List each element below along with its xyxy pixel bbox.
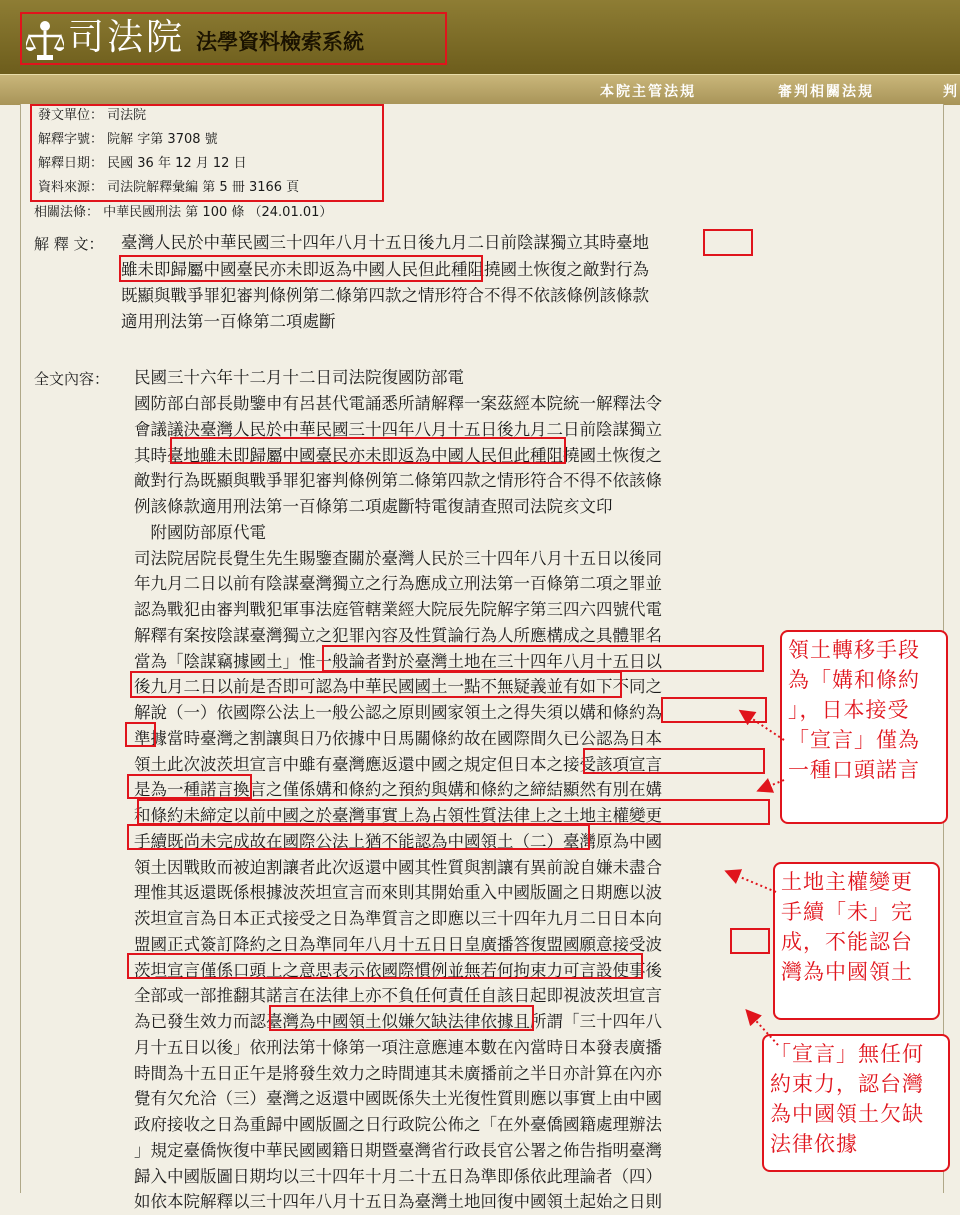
callout-treaty-note xyxy=(780,630,948,824)
meta-issuer-label: 發文單位： xyxy=(38,108,104,123)
nav-item-agency-regulations[interactable]: 本院主管法規 xyxy=(600,84,696,100)
fulltext-line: 覺有欠允洽（三）臺灣之返還中國既係失土光復性質則應以事實上由中國 xyxy=(134,1089,662,1109)
fulltext-line: 理惟其返還既係根據波茨坦宣言而來則其開始重入中國版圖之日期應以波 xyxy=(134,883,662,903)
fulltext-line: 盟國正式簽訂降約之日為準同年八月十五日日皇廣播答復盟國願意接受波 xyxy=(134,934,662,954)
fulltext-line: 會議議決臺灣人民於中華民國三十四年八月十五日後九月二日前陰謀獨立 xyxy=(134,419,662,439)
fulltext-line: 領土因戰敗而被迫割讓者此次返還中國其性質與割讓有異前說自嫌未盡合 xyxy=(134,857,662,877)
meta-issuer xyxy=(38,106,146,126)
interpretation-label: 解 釋 文： xyxy=(34,235,104,253)
meta-date-value: 民國 36 年 12 月 12 日 xyxy=(107,156,247,171)
callout-line: 一種口頭諾言 xyxy=(788,758,920,782)
fulltext-line: 時間為十五日正午是將發生效力之時間連其未廣播前之半日亦計算在內亦 xyxy=(134,1063,662,1083)
callout-line: 成，不能認台 xyxy=(781,930,913,954)
callout-line: 手續「未」完 xyxy=(781,900,913,924)
callout-line: 土地主權變更 xyxy=(781,870,913,894)
meta-date xyxy=(38,154,247,174)
fulltext-line: 手續既尚未完成故在國際公法上猶不能認為中國領土（二）臺灣原為中國 xyxy=(134,831,662,851)
fulltext-line: 附國防部原代電 xyxy=(134,522,266,542)
callout-line: 「宣言」無任何 xyxy=(770,1042,924,1066)
top-nav xyxy=(0,74,960,105)
fulltext-line: 準據當時臺灣之割讓與日乃依據中日馬關條約故在國際間久已公認為日本 xyxy=(134,728,662,748)
meta-number-label: 解釋字號： xyxy=(38,132,104,147)
fulltext-line: 茨坦宣言僅係口頭上之意思表示依國際慣例並無若何拘束力可言設使事後 xyxy=(134,960,662,980)
fulltext-first-line: 民國三十六年十二月十二日司法院復國防部電 xyxy=(134,368,464,387)
fulltext-line: 認為戰犯由審判戰犯軍事法庭管轄業經大院辰先院解字第三四六四號代電 xyxy=(134,600,662,619)
court-name: 司法院 xyxy=(68,17,186,58)
fulltext-line: 如依本院解釋以三十四年八月十五日為臺灣土地回復中國領土起始之日則 xyxy=(134,1192,662,1212)
callout-line: 「宣言」僅為 xyxy=(788,728,920,752)
meta-issuer-value: 司法院 xyxy=(107,108,147,123)
meta-law-label: 相關法條： xyxy=(34,205,100,220)
interpretation-line: 臺灣人民於中華民國三十四年八月十五日後九月二日前陰謀獨立其時臺地 xyxy=(121,233,649,252)
fulltext-line: 和條約未締定以前中國之於臺灣事實上為占領性質法律上之土地主權變更 xyxy=(134,806,662,825)
meta-law xyxy=(34,203,332,223)
fulltext-line: 領土此次波茨坦宣言中雖有臺灣應返還中國之規定但日本之接受該項宣言 xyxy=(134,754,662,774)
meta-source-value: 司法院解釋彙編 第 5 冊 3166 頁 xyxy=(107,180,300,195)
callout-line: 為「媾和條約 xyxy=(788,668,920,692)
meta-date-label: 解釋日期： xyxy=(38,156,104,171)
fulltext-line: 歸入中國版圖日期均以三十四年十月二十五日為準即係依此理論者（四） xyxy=(134,1166,662,1186)
fulltext-line: 其時臺地雖未即歸屬中國臺民亦未即返為中國人民但此種阻撓國土恢復之 xyxy=(134,445,662,465)
nav-item-truncated[interactable]: 判 xyxy=(943,84,959,100)
fulltext-line: 敵對行為既顯與戰爭罪犯審判條例第二條第四款之情形符合不得不依該條 xyxy=(134,471,662,491)
interpretation-line: 適用刑法第一百條第二項處斷 xyxy=(121,312,336,331)
meta-source-label: 資料來源： xyxy=(38,180,104,195)
site-header xyxy=(0,0,960,74)
callout-line: 約束力，認台灣 xyxy=(770,1072,924,1096)
fulltext-line: 」規定臺僑恢復中華民國國籍日期暨臺灣省行政長官公署之佈告指明臺灣 xyxy=(134,1140,662,1160)
fulltext-line: 茨坦宣言為日本正式接受之日為準質言之即應以三十四年九月二日日本向 xyxy=(134,909,662,928)
fulltext-line: 後九月二日以前是否即可認為中華民國國土一點不無疑義並有如下不同之 xyxy=(134,677,662,697)
fulltext-line: 國防部白部長勛鑒申有呂甚代電誦悉所請解釋一案茲經本院統一解釋法令 xyxy=(134,394,662,413)
system-name: 法學資料檢索系統 xyxy=(196,30,364,54)
site-logo[interactable] xyxy=(20,12,447,65)
fulltext-line: 月十五日以後」依刑法第十條第一項注意應連本數在內當時日本發表廣播 xyxy=(134,1037,662,1057)
fulltext-line: 例該條款適用刑法第一百條第二項處斷特電復請查照司法院亥文印 xyxy=(134,497,613,516)
fulltext-line: 司法院居院長覺生先生賜鑒查關於臺灣人民於三十四年八月十五日以後同 xyxy=(134,548,662,568)
fulltext-line: 政府接收之日為重歸中國版圖之日行政院公佈之「在外臺僑國籍處理辦法 xyxy=(134,1115,662,1134)
fulltext-line: 年九月二日以前有陰謀臺灣獨立之行為應成立刑法第一百條第二項之罪並 xyxy=(134,574,662,594)
scales-of-justice-icon xyxy=(26,18,64,62)
fulltext-line: 解說（一）依國際公法上一般公認之原則國家領土之得失須以媾和條約為 xyxy=(134,703,662,722)
callout-line: 領土轉移手段 xyxy=(788,638,920,662)
callout-line: 灣為中國領土 xyxy=(781,960,913,984)
fulltext-line: 當為「陰謀竊據國土」惟一般論者對於臺灣土地在三十四年八月十五日以 xyxy=(134,651,662,671)
callout-declaration-note xyxy=(762,1034,950,1172)
fulltext-line: 全部或一部推翻其諾言在法律上亦不負任何責任自該日起即視波茨坦宣言 xyxy=(134,986,662,1006)
interpretation-line: 既顯與戰爭罪犯審判條例第二條第四款之情形符合不得不依該條例該條款 xyxy=(121,286,649,305)
callout-line: 法律依據 xyxy=(770,1132,858,1156)
callout-sovereignty-note xyxy=(773,862,940,1020)
fulltext-line: 為已發生效力而認臺灣為中國領土似嫌欠缺法律依據且所謂「三十四年八 xyxy=(134,1012,662,1031)
callout-line: 」，日本接受 xyxy=(788,698,910,722)
meta-number-value: 院解 字第 3708 號 xyxy=(107,132,218,147)
meta-number xyxy=(38,130,218,150)
callout-line: 為中國領土欠缺 xyxy=(770,1102,924,1126)
fulltext-label: 全文內容： xyxy=(34,370,110,388)
nav-item-trial-regulations[interactable]: 審判相關法規 xyxy=(778,84,874,100)
interpretation-line: 雖未即歸屬中國臺民亦未即返為中國人民但此種阻撓國土恢復之敵對行為 xyxy=(121,260,649,279)
meta-law-value[interactable]: 中華民國刑法 第 100 條 （24.01.01） xyxy=(103,205,333,220)
fulltext-line: 解釋有案按陰謀臺灣獨立之犯罪內容及性質論行為人所應構成之具體罪名 xyxy=(134,625,662,645)
fulltext-line: 是為一種諾言換言之僅係媾和條約之預約與媾和條約之締結顯然有別在媾 xyxy=(134,780,662,800)
meta-source xyxy=(38,178,299,198)
